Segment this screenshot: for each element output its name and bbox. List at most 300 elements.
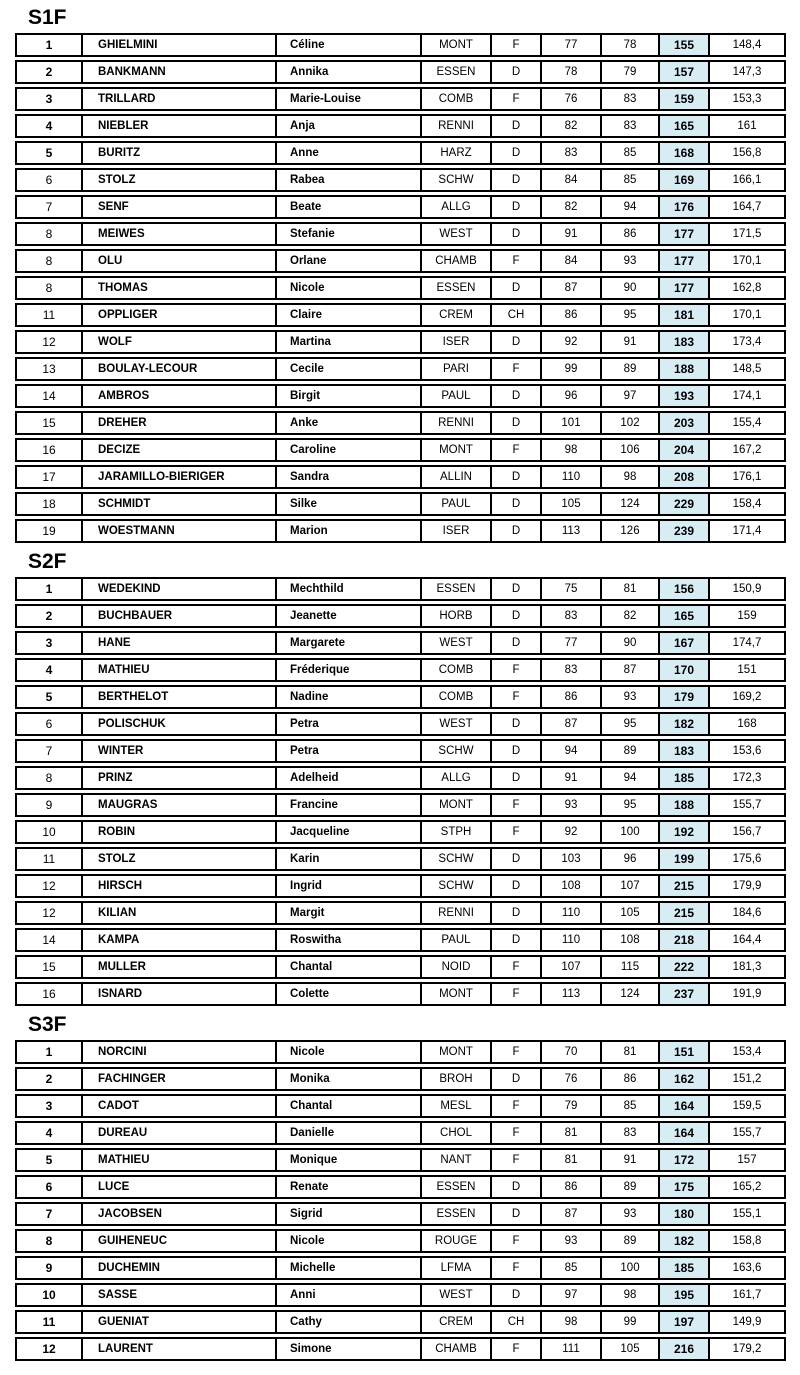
table-row [15,1148,786,1172]
club-cell: ISER [420,332,490,352]
table-row [15,1256,786,1280]
average-cell: 171,4 [708,521,784,541]
game2-score-cell: 100 [600,822,658,842]
total-cell: 204 [658,440,708,460]
first-name-cell: Nadine [275,687,420,707]
first-name-cell: Cecile [275,359,420,379]
game1-score-cell: 98 [540,440,600,460]
club-cell: ALLIN [420,467,490,487]
section-title: S3F [28,1013,67,1036]
average-cell: 174,1 [708,386,784,406]
table-row [15,739,786,763]
country-cell: CH [490,305,540,325]
country-cell: D [490,278,540,298]
table-row [15,631,786,655]
game2-score-cell: 83 [600,89,658,109]
average-cell: 173,4 [708,332,784,352]
last-name-cell: STOLZ [81,170,275,190]
country-cell: F [490,251,540,271]
total-cell: 215 [658,876,708,896]
club-cell: ALLG [420,197,490,217]
country-cell: F [490,35,540,55]
table-row [15,604,786,628]
country-cell: D [490,170,540,190]
club-cell: ESSEN [420,278,490,298]
first-name-cell: Jacqueline [275,822,420,842]
first-name-cell: Silke [275,494,420,514]
game2-score-cell: 78 [600,35,658,55]
game1-score-cell: 113 [540,984,600,1004]
total-cell: 156 [658,579,708,599]
rank-cell: 14 [42,933,56,947]
average-cell: 172,3 [708,768,784,788]
average-cell: 176,1 [708,467,784,487]
total-cell: 151 [658,1042,708,1062]
club-cell: PAUL [420,386,490,406]
total-cell: 175 [658,1177,708,1197]
first-name-cell: Nicole [275,278,420,298]
total-cell: 203 [658,413,708,433]
last-name-cell: JACOBSEN [81,1204,275,1224]
country-cell: F [490,795,540,815]
game1-score-cell: 70 [540,1042,600,1062]
table-row [15,141,786,165]
last-name-cell: NIEBLER [81,116,275,136]
table-row [15,60,786,84]
rank-cell: 6 [45,1180,53,1194]
rank-cell: 8 [45,771,53,785]
game1-score-cell: 93 [540,795,600,815]
rank-cell: 4 [45,663,53,677]
last-name-cell: GUENIAT [81,1312,275,1332]
game1-score-cell: 92 [540,332,600,352]
table-row [15,955,786,979]
game2-score-cell: 126 [600,521,658,541]
club-cell: MONT [420,1042,490,1062]
average-cell: 174,7 [708,633,784,653]
last-name-cell: WINTER [81,741,275,761]
result-section-s3f [15,1012,786,1361]
average-cell: 158,8 [708,1231,784,1251]
results-table [15,1040,786,1361]
game2-score-cell: 93 [600,687,658,707]
average-cell: 148,4 [708,35,784,55]
last-name-cell: OPPLIGER [81,305,275,325]
total-cell: 169 [658,170,708,190]
country-cell: D [490,930,540,950]
game2-score-cell: 82 [600,606,658,626]
country-cell: F [490,957,540,977]
game1-score-cell: 86 [540,305,600,325]
game2-score-cell: 94 [600,768,658,788]
average-cell: 165,2 [708,1177,784,1197]
game2-score-cell: 83 [600,116,658,136]
average-cell: 158,4 [708,494,784,514]
last-name-cell: MEIWES [81,224,275,244]
country-cell: D [490,1204,540,1224]
rank-cell: 9 [45,1261,53,1275]
club-cell: SCHW [420,741,490,761]
country-cell: D [490,1285,540,1305]
club-cell: HORB [420,606,490,626]
last-name-cell: DUCHEMIN [81,1258,275,1278]
country-cell: F [490,822,540,842]
game1-score-cell: 98 [540,1312,600,1332]
club-cell: NOID [420,957,490,977]
total-cell: 179 [658,687,708,707]
first-name-cell: Simone [275,1339,420,1359]
rank-cell: 15 [42,960,56,974]
rank-cell: 1 [45,1045,53,1059]
game1-score-cell: 91 [540,768,600,788]
game1-score-cell: 110 [540,903,600,923]
average-cell: 170,1 [708,251,784,271]
first-name-cell: Adelheid [275,768,420,788]
rank-cell: 7 [45,744,53,758]
first-name-cell: Cathy [275,1312,420,1332]
total-cell: 218 [658,930,708,950]
table-row [15,114,786,138]
game1-score-cell: 79 [540,1096,600,1116]
total-cell: 159 [658,89,708,109]
total-cell: 180 [658,1204,708,1224]
rank-cell: 11 [42,308,56,322]
country-cell: F [490,1150,540,1170]
game2-score-cell: 86 [600,224,658,244]
country-cell: D [490,606,540,626]
average-cell: 169,2 [708,687,784,707]
table-row [15,1229,786,1253]
last-name-cell: POLISCHUK [81,714,275,734]
average-cell: 167,2 [708,440,784,460]
rank-cell: 6 [45,173,53,187]
club-cell: CREM [420,305,490,325]
first-name-cell: Rabea [275,170,420,190]
last-name-cell: FACHINGER [81,1069,275,1089]
first-name-cell: Claire [275,305,420,325]
club-cell: LFMA [420,1258,490,1278]
table-row [15,847,786,871]
game1-score-cell: 96 [540,386,600,406]
rank-cell: 9 [45,798,53,812]
first-name-cell: Karin [275,849,420,869]
first-name-cell: Céline [275,35,420,55]
club-cell: WEST [420,633,490,653]
game1-score-cell: 87 [540,278,600,298]
game1-score-cell: 83 [540,660,600,680]
first-name-cell: Martina [275,332,420,352]
rank-cell: 15 [42,416,56,430]
result-section-s1f [15,5,786,543]
club-cell: WEST [420,714,490,734]
last-name-cell: MULLER [81,957,275,977]
last-name-cell: DREHER [81,413,275,433]
first-name-cell: Colette [275,984,420,1004]
country-cell: D [490,849,540,869]
game1-score-cell: 78 [540,62,600,82]
total-cell: 215 [658,903,708,923]
country-cell: F [490,660,540,680]
total-cell: 222 [658,957,708,977]
game2-score-cell: 85 [600,143,658,163]
table-row [15,1121,786,1145]
average-cell: 157 [708,1150,784,1170]
country-cell: D [490,1177,540,1197]
game2-score-cell: 83 [600,1123,658,1143]
rank-cell: 12 [42,335,56,349]
club-cell: ESSEN [420,1204,490,1224]
last-name-cell: DECIZE [81,440,275,460]
last-name-cell: LUCE [81,1177,275,1197]
table-row [15,1202,786,1226]
total-cell: 165 [658,606,708,626]
game1-score-cell: 81 [540,1150,600,1170]
game2-score-cell: 93 [600,251,658,271]
game2-score-cell: 100 [600,1258,658,1278]
average-cell: 161,7 [708,1285,784,1305]
total-cell: 176 [658,197,708,217]
rank-cell: 8 [45,254,53,268]
last-name-cell: BUCHBAUER [81,606,275,626]
game1-score-cell: 77 [540,35,600,55]
average-cell: 155,7 [708,1123,784,1143]
table-row [15,195,786,219]
table-row [15,874,786,898]
rank-cell: 8 [45,1234,53,1248]
game2-score-cell: 89 [600,741,658,761]
rank-cell: 18 [42,497,56,511]
total-cell: 208 [658,467,708,487]
last-name-cell: OLU [81,251,275,271]
last-name-cell: ROBIN [81,822,275,842]
rank-cell: 3 [45,1099,53,1113]
table-row [15,1094,786,1118]
last-name-cell: MATHIEU [81,1150,275,1170]
total-cell: 192 [658,822,708,842]
game1-score-cell: 86 [540,1177,600,1197]
average-cell: 166,1 [708,170,784,190]
average-cell: 181,3 [708,957,784,977]
country-cell: D [490,332,540,352]
average-cell: 155,1 [708,1204,784,1224]
game1-score-cell: 94 [540,741,600,761]
average-cell: 163,6 [708,1258,784,1278]
country-cell: D [490,413,540,433]
last-name-cell: SENF [81,197,275,217]
game2-score-cell: 85 [600,1096,658,1116]
total-cell: 237 [658,984,708,1004]
last-name-cell: CADOT [81,1096,275,1116]
game1-score-cell: 86 [540,687,600,707]
average-cell: 171,5 [708,224,784,244]
table-row [15,384,786,408]
average-cell: 150,9 [708,579,784,599]
game2-score-cell: 98 [600,467,658,487]
table-row [15,357,786,381]
table-row [15,519,786,543]
game2-score-cell: 93 [600,1204,658,1224]
last-name-cell: LAURENT [81,1339,275,1359]
rank-cell: 11 [42,1315,56,1329]
table-row [15,712,786,736]
last-name-cell: TRILLARD [81,89,275,109]
first-name-cell: Beate [275,197,420,217]
game1-score-cell: 111 [540,1339,600,1359]
total-cell: 182 [658,1231,708,1251]
game1-score-cell: 84 [540,170,600,190]
game2-score-cell: 105 [600,1339,658,1359]
rank-cell: 5 [45,1153,53,1167]
table-row [15,577,786,601]
club-cell: MONT [420,984,490,1004]
average-cell: 168 [708,714,784,734]
club-cell: MONT [420,440,490,460]
total-cell: 199 [658,849,708,869]
first-name-cell: Annika [275,62,420,82]
rank-cell: 17 [42,470,56,484]
first-name-cell: Sigrid [275,1204,420,1224]
last-name-cell: DUREAU [81,1123,275,1143]
country-cell: D [490,116,540,136]
country-cell: D [490,741,540,761]
first-name-cell: Marie-Louise [275,89,420,109]
club-cell: SCHW [420,876,490,896]
club-cell: COMB [420,660,490,680]
game2-score-cell: 94 [600,197,658,217]
table-row [15,928,786,952]
last-name-cell: WOESTMANN [81,521,275,541]
table-row [15,411,786,435]
game2-score-cell: 90 [600,278,658,298]
club-cell: PAUL [420,930,490,950]
last-name-cell: GHIELMINI [81,35,275,55]
last-name-cell: BERTHELOT [81,687,275,707]
total-cell: 185 [658,1258,708,1278]
first-name-cell: Monika [275,1069,420,1089]
last-name-cell: BURITZ [81,143,275,163]
game2-score-cell: 96 [600,849,658,869]
country-cell: D [490,633,540,653]
game1-score-cell: 92 [540,822,600,842]
first-name-cell: Caroline [275,440,420,460]
club-cell: ROUGE [420,1231,490,1251]
total-cell: 164 [658,1096,708,1116]
section-title: S2F [28,550,67,573]
club-cell: CHAMB [420,251,490,271]
table-row [15,1337,786,1361]
club-cell: SCHW [420,170,490,190]
total-cell: 177 [658,251,708,271]
total-cell: 239 [658,521,708,541]
game2-score-cell: 106 [600,440,658,460]
table-row [15,465,786,489]
game1-score-cell: 81 [540,1123,600,1143]
country-cell: F [490,1339,540,1359]
club-cell: CHOL [420,1123,490,1143]
table-row [15,276,786,300]
game2-score-cell: 95 [600,305,658,325]
game2-score-cell: 89 [600,1231,658,1251]
rank-cell: 2 [45,1072,53,1086]
country-cell: F [490,359,540,379]
rank-cell: 1 [45,582,53,596]
country-cell: F [490,1096,540,1116]
first-name-cell: Francine [275,795,420,815]
club-cell: ALLG [420,768,490,788]
country-cell: F [490,1042,540,1062]
country-cell: D [490,494,540,514]
rank-cell: 12 [42,906,56,920]
last-name-cell: MATHIEU [81,660,275,680]
average-cell: 151 [708,660,784,680]
total-cell: 165 [658,116,708,136]
game2-score-cell: 87 [600,660,658,680]
average-cell: 184,6 [708,903,784,923]
section-title: S1F [28,6,67,29]
rank-cell: 3 [45,92,53,106]
club-cell: STPH [420,822,490,842]
game2-score-cell: 124 [600,494,658,514]
last-name-cell: BANKMANN [81,62,275,82]
first-name-cell: Anja [275,116,420,136]
average-cell: 170,1 [708,305,784,325]
club-cell: ISER [420,521,490,541]
average-cell: 156,7 [708,822,784,842]
rank-cell: 6 [45,717,53,731]
table-row [15,1040,786,1064]
average-cell: 149,9 [708,1312,784,1332]
game1-score-cell: 93 [540,1231,600,1251]
total-cell: 168 [658,143,708,163]
average-cell: 148,5 [708,359,784,379]
first-name-cell: Fréderique [275,660,420,680]
first-name-cell: Petra [275,714,420,734]
game1-score-cell: 105 [540,494,600,514]
country-cell: D [490,876,540,896]
first-name-cell: Nicole [275,1042,420,1062]
club-cell: WEST [420,1285,490,1305]
total-cell: 157 [658,62,708,82]
game1-score-cell: 82 [540,197,600,217]
table-row [15,87,786,111]
game2-score-cell: 85 [600,170,658,190]
game1-score-cell: 75 [540,579,600,599]
total-cell: 188 [658,795,708,815]
total-cell: 197 [658,1312,708,1332]
last-name-cell: HIRSCH [81,876,275,896]
total-cell: 216 [658,1339,708,1359]
rank-cell: 2 [45,609,53,623]
total-cell: 164 [658,1123,708,1143]
total-cell: 172 [658,1150,708,1170]
game2-score-cell: 115 [600,957,658,977]
table-row [15,438,786,462]
first-name-cell: Michelle [275,1258,420,1278]
last-name-cell: PRINZ [81,768,275,788]
rank-cell: 11 [42,852,56,866]
last-name-cell: AMBROS [81,386,275,406]
game1-score-cell: 83 [540,143,600,163]
game2-score-cell: 86 [600,1069,658,1089]
country-cell: F [490,1123,540,1143]
average-cell: 155,4 [708,413,784,433]
game2-score-cell: 99 [600,1312,658,1332]
game2-score-cell: 102 [600,413,658,433]
first-name-cell: Mechthild [275,579,420,599]
rank-cell: 2 [45,65,53,79]
rank-cell: 1 [45,38,53,52]
average-cell: 164,7 [708,197,784,217]
